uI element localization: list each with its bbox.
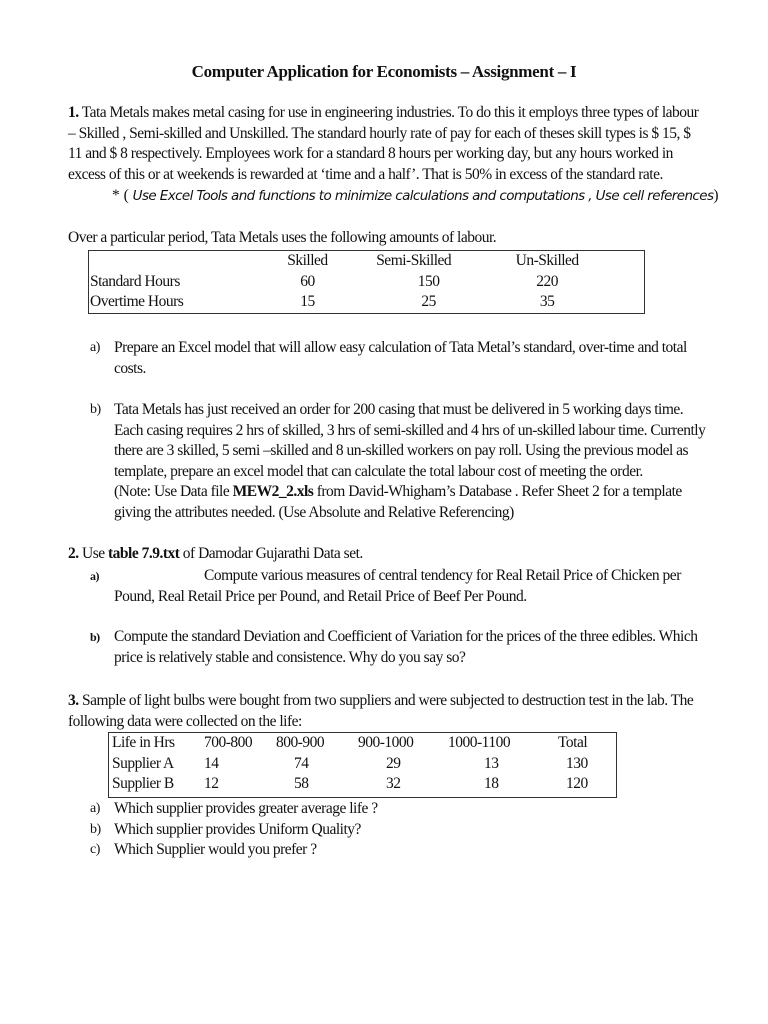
table-header-row — [112, 733, 612, 754]
q1b-line-1: Tata Metals has just received an order for 200 casing that must be delivered in 5 working days time. — [114, 401, 684, 418]
header-cell: 700-800 — [204, 734, 253, 751]
row-label: Overtime Hours — [90, 293, 184, 310]
list-item-text: Which supplier provides Uniform Quality? — [114, 820, 361, 838]
cell: 14 — [204, 754, 219, 772]
cell: 13 — [484, 754, 499, 772]
q1b-line-6: giving the attributes needed. (Use Absolute and Relative Referencing) — [114, 503, 514, 521]
q1-line-4: excess of this or at weekends is rewarded at ‘time and a half’. That is 50% in excess of the standard rate. — [68, 165, 663, 183]
q1-line-2: – Skilled , Semi-skilled and Unskilled. The standard hourly rate of pay for each of theses skill types is $ 15, $ — [68, 124, 691, 142]
q1a-line-2: costs. — [114, 359, 146, 377]
q3-line-1: Sample of light bulbs were bought from two suppliers and were subjected to destruction test in the lab. The — [82, 692, 694, 709]
cell: 15 — [300, 293, 315, 310]
cell: 18 — [484, 775, 499, 792]
q1-table-intro: Over a particular period, Tata Metals uses the following amounts of labour. — [68, 229, 497, 246]
header-semi-skilled: Semi-Skilled — [376, 252, 452, 269]
table-row — [112, 754, 612, 775]
q1-part-a — [90, 338, 739, 379]
q2a-line-2: Pound, Real Retail Price per Pound, and Retail Price of Beef Per Pound. — [114, 587, 527, 605]
q1b-line-4: template, prepare an excel model that can calculate the total labour cost of meeting the order. — [114, 462, 643, 480]
cell: 25 — [421, 293, 436, 310]
cell: 58 — [294, 775, 309, 792]
data-file-name: MEW2_2.xls — [232, 483, 314, 500]
q2-use: Use — [82, 545, 105, 562]
cell: 130 — [566, 754, 588, 772]
q2-part-b — [90, 627, 739, 668]
cell: 120 — [566, 775, 588, 792]
list-item-text: Which Supplier would you prefer ? — [114, 841, 317, 858]
q2a-line-1: Compute various measures of central tendency for Real Retail Price of Chicken per — [204, 567, 681, 584]
q1-line-3: 11 and $ 8 respectively. Employees work for a standard 8 hours per working day, but any hours worked in — [68, 145, 673, 162]
question-3-text — [68, 691, 718, 732]
cell: 12 — [204, 775, 219, 792]
question-1-text — [68, 103, 718, 185]
list-item — [90, 840, 715, 861]
bulb-life-table — [112, 733, 612, 795]
table-row — [112, 774, 612, 795]
cell: 60 — [300, 272, 315, 290]
q2-source: of Damodar Gujarathi Data set. — [182, 545, 363, 562]
list-marker: a) — [90, 801, 100, 816]
list-marker: b) — [90, 821, 101, 837]
q1-part-b — [90, 400, 739, 523]
cell: 32 — [386, 775, 401, 792]
list-item — [90, 799, 715, 820]
q1b-line-2: Each casing requires 2 hrs of skilled, 3 hrs of semi-skilled and 4 hrs of un-skilled labour time. Currently — [114, 421, 706, 439]
note-prefix: (Note: Use Data file — [114, 483, 230, 500]
q1-instruction-note — [112, 186, 719, 207]
list-marker: a) — [90, 340, 100, 355]
list-marker: b) — [90, 402, 101, 417]
q3-questions-list — [90, 799, 715, 861]
q1b-line-5 — [114, 482, 739, 503]
q2-data-file: table 7.9.txt — [107, 545, 180, 562]
q1b-line-3: there are 3 skilled, 5 semi –skilled and 8 un-skilled workers on pay roll. Using the previous model as — [114, 442, 689, 459]
list-marker: c) — [90, 842, 100, 857]
question-1-number: 1. — [68, 104, 79, 121]
q2b-line-2: price is relatively stable and consistence. Why do you say so? — [114, 648, 466, 666]
cell: 29 — [386, 754, 401, 772]
cell: 74 — [294, 754, 309, 772]
document-title: Computer Application for Economists – Assignment – I — [191, 62, 577, 81]
header-cell: 1000-1100 — [448, 734, 511, 751]
q2-part-a — [90, 566, 739, 607]
list-item-text: Which supplier provides greater average life ? — [114, 800, 378, 817]
q1a-line-1: Prepare an Excel model that will allow easy calculation of Tata Metal’s standard, over-time and total — [114, 339, 687, 356]
table-header-row — [90, 251, 640, 272]
list-marker: a) — [90, 569, 99, 583]
note-text: Use Excel Tools and functions to minimize calculations and computations , Use cell references — [132, 188, 714, 204]
cell: 150 — [417, 272, 440, 290]
q1-line-1: Tata Metals makes metal casing for use in engineering industries. To do this it employs three types of labour — [81, 104, 699, 121]
header-cell: Total — [558, 734, 588, 751]
table-row — [90, 272, 640, 293]
question-2-number: 2. — [68, 545, 79, 562]
row-label: Standard Hours — [90, 272, 180, 290]
list-marker: b) — [90, 630, 100, 644]
note-close: ) — [713, 187, 719, 204]
q2b-line-1: Compute the standard Deviation and Coefficient of Variation for the prices of the three edibles. Which — [114, 628, 698, 645]
note-suffix: from David-Whigham’s Database . Refer Sheet 2 for a template — [316, 483, 682, 500]
header-cell: 800-900 — [276, 734, 325, 751]
cell: Supplier A — [112, 754, 174, 772]
q3-line-2: following data were collected on the life: — [68, 712, 302, 730]
list-item — [90, 820, 715, 841]
cell: 220 — [536, 272, 559, 290]
labour-table — [90, 251, 640, 313]
header-un-skilled: Un-Skilled — [515, 252, 579, 269]
header-cell: 900-1000 — [358, 734, 414, 751]
cell: 35 — [539, 293, 555, 310]
table-row — [90, 292, 640, 313]
cell: Supplier B — [112, 775, 174, 792]
question-3-number: 3. — [68, 692, 79, 709]
question-2-header — [68, 544, 363, 565]
header-cell: Life in Hrs — [112, 734, 175, 751]
header-skilled: Skilled — [287, 252, 328, 269]
note-open: * ( — [112, 187, 129, 204]
